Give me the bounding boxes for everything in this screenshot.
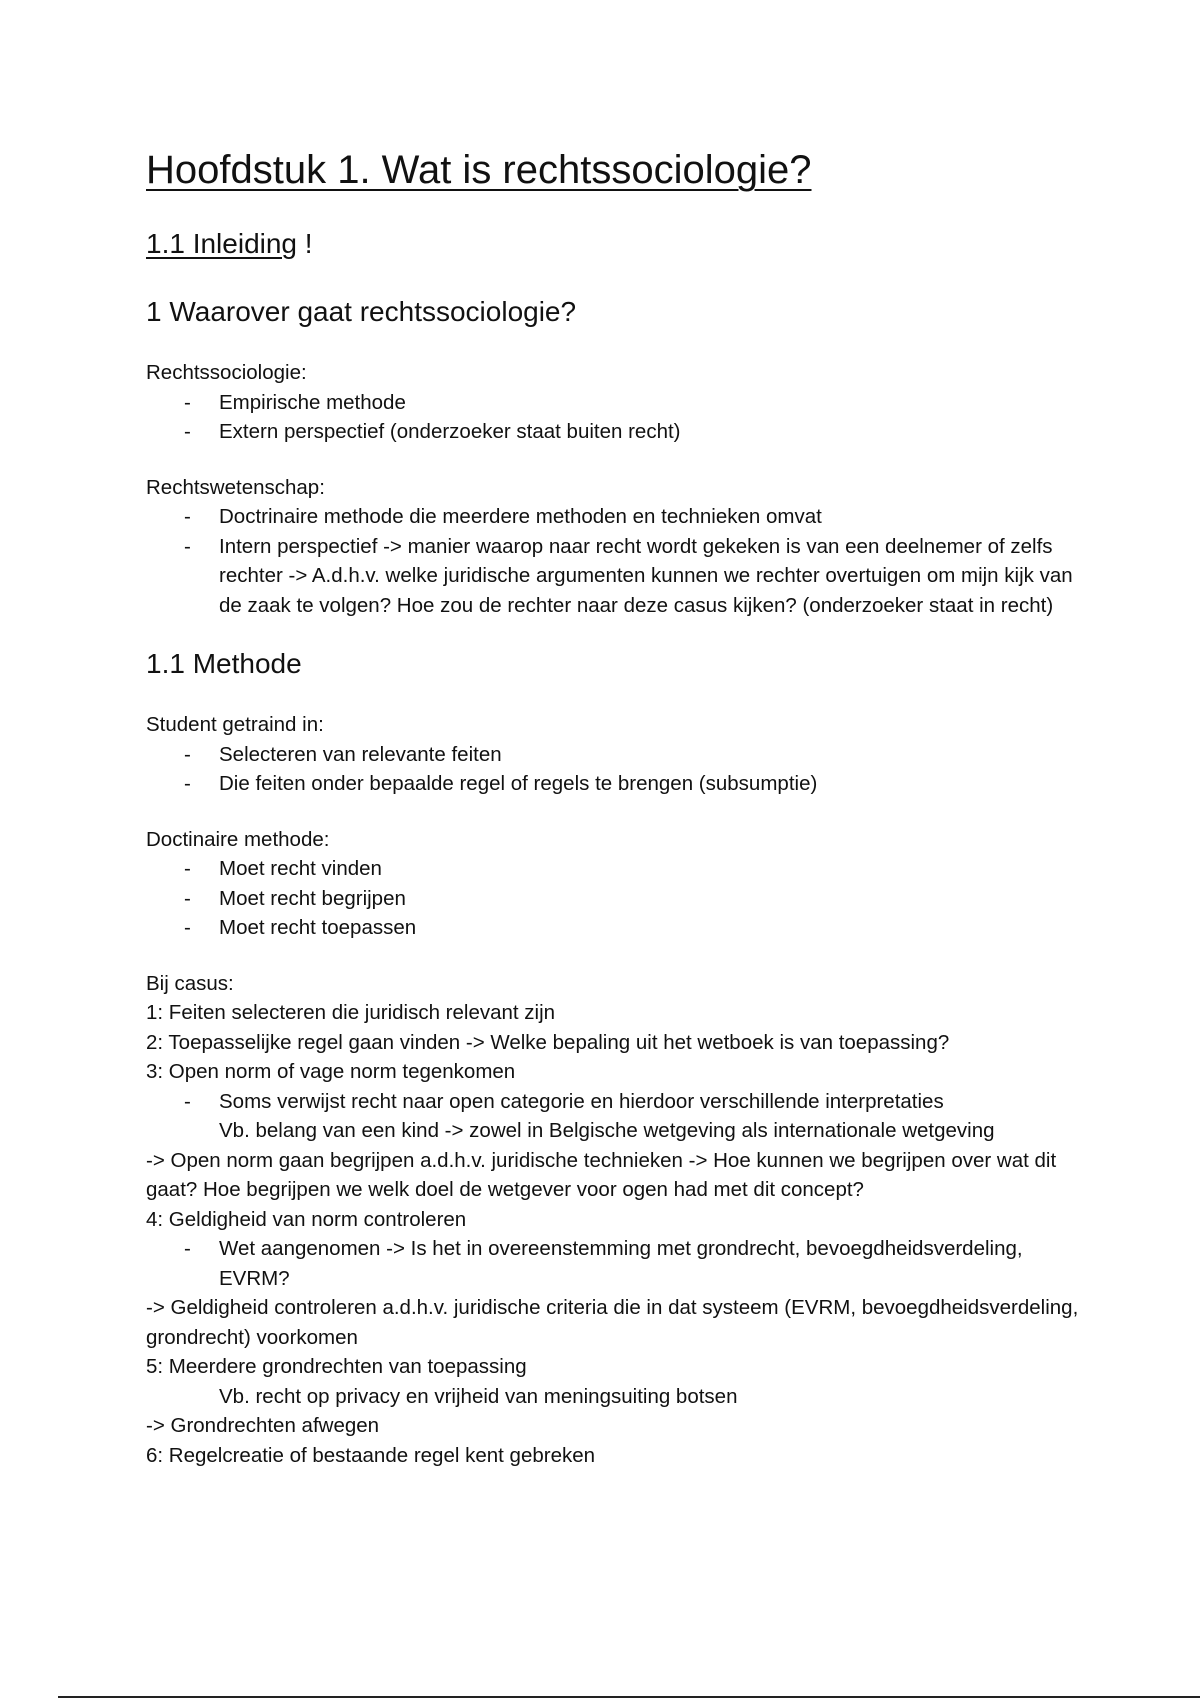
rechtssociologie-label: Rechtssociologie: bbox=[146, 361, 307, 384]
rechtswetenschap-label: Rechtswetenschap: bbox=[146, 475, 325, 499]
bullet-dash: - bbox=[184, 916, 191, 939]
casus-step-5-example: Vb. recht op privacy en vrijheid van meningsuiting botsen bbox=[219, 1384, 738, 1408]
list-item bbox=[146, 532, 1086, 621]
doctinaire-label: Doctinaire methode: bbox=[146, 827, 330, 851]
section-heading-inleiding-mark: ! bbox=[297, 228, 313, 259]
section-heading-methode: 1.1 Methode bbox=[146, 648, 302, 679]
list-item-text: Moet recht toepassen bbox=[219, 916, 417, 939]
casus-step-3-example: Vb. belang van een kind -> zowel in Belgische wetgeving als internationale wetgeving bbox=[219, 1119, 995, 1142]
list-item-text: Die feiten onder bepaalde regel of regels te brengen (subsumptie) bbox=[219, 772, 818, 795]
footer-divider bbox=[58, 1696, 1200, 1698]
list-item-text: Moet recht vinden bbox=[219, 857, 382, 880]
bullet-dash: - bbox=[184, 505, 191, 528]
bullet-dash: - bbox=[184, 742, 191, 766]
list-item-text: Selecteren van relevante feiten bbox=[219, 742, 502, 766]
casus-step-4-arrow: -> Geldigheid controleren a.d.h.v. juridische criteria die in dat systeem (EVRM, bevoegdheidsverdeling, grondrecht) voorkomen bbox=[146, 1296, 1079, 1349]
list-item bbox=[146, 854, 1086, 884]
chapter-title: Hoofdstuk 1. Wat is rechtssociologie? bbox=[146, 148, 812, 192]
list-item bbox=[146, 884, 1086, 914]
document-page bbox=[146, 140, 1086, 1470]
list-item-text: Intern perspectief -> manier waarop naar recht wordt gekeken is van een deelnemer of zelfs rechter -> A.d.h.v. welke juridische argumenten kunnen we rechter overtuigen om mijn kijk van de zaak te volgen? Hoe zou de rechter naar deze casus kijken? (onderzoeker staat in recht) bbox=[219, 534, 1073, 617]
list-item bbox=[146, 1087, 1086, 1117]
list-item bbox=[146, 502, 1086, 532]
bullet-dash: - bbox=[184, 857, 191, 880]
bullet-dash: - bbox=[184, 1237, 191, 1260]
casus-step-5-arrow: -> Grondrechten afwegen bbox=[146, 1414, 380, 1437]
casus-step-4: 4: Geldigheid van norm controleren bbox=[146, 1207, 467, 1231]
list-item bbox=[146, 388, 1086, 418]
section-heading-waarover: 1 Waarover gaat rechtssociologie? bbox=[146, 296, 577, 327]
casus-step-3: 3: Open norm of vage norm tegenkomen bbox=[146, 1060, 516, 1083]
bullet-dash: - bbox=[184, 1089, 191, 1113]
list-item-text: Empirische methode bbox=[219, 390, 406, 414]
bullet-dash: - bbox=[184, 886, 191, 910]
list-item-text: Soms verwijst recht naar open categorie en hierdoor verschillende interpretaties bbox=[219, 1089, 944, 1113]
student-label: Student getraind in: bbox=[146, 713, 324, 736]
casus-step-1: 1: Feiten selecteren die juridisch relevant zijn bbox=[146, 1001, 556, 1024]
list-item bbox=[146, 740, 1086, 770]
list-item bbox=[146, 769, 1086, 799]
list-item-text: Extern perspectief (onderzoeker staat buiten recht) bbox=[219, 420, 681, 443]
casus-label: Bij casus: bbox=[146, 971, 234, 995]
casus-step-6: 6: Regelcreatie of bestaande regel kent gebreken bbox=[146, 1443, 596, 1467]
list-item-text: Moet recht begrijpen bbox=[219, 886, 406, 910]
bullet-dash: - bbox=[184, 772, 191, 795]
section-heading-inleiding-label: 1.1 Inleiding bbox=[146, 228, 298, 259]
list-item bbox=[146, 1234, 1086, 1293]
list-item bbox=[146, 913, 1086, 943]
section-heading-inleiding bbox=[146, 224, 1086, 264]
list-item bbox=[146, 417, 1086, 447]
bullet-dash: - bbox=[184, 420, 191, 443]
casus-step-2: 2: Toepasselijke regel gaan vinden -> Welke bepaling uit het wetboek is van toepassing? bbox=[146, 1030, 950, 1054]
bullet-dash: - bbox=[184, 534, 191, 558]
casus-step-5: 5: Meerdere grondrechten van toepassing bbox=[146, 1355, 527, 1378]
list-item-text: Doctrinaire methode die meerdere methoden en technieken omvat bbox=[219, 505, 822, 528]
list-item-text: Wet aangenomen -> Is het in overeenstemming met grondrecht, bevoegdheidsverdeling, EVRM? bbox=[219, 1237, 1023, 1290]
bullet-dash: - bbox=[184, 390, 191, 414]
casus-step-3-arrow: -> Open norm gaan begrijpen a.d.h.v. juridische technieken -> Hoe kunnen we begrijpen over wat dit gaat? Hoe begrijpen we welk doel de wetgever voor ogen had met dit concept? bbox=[146, 1148, 1057, 1201]
